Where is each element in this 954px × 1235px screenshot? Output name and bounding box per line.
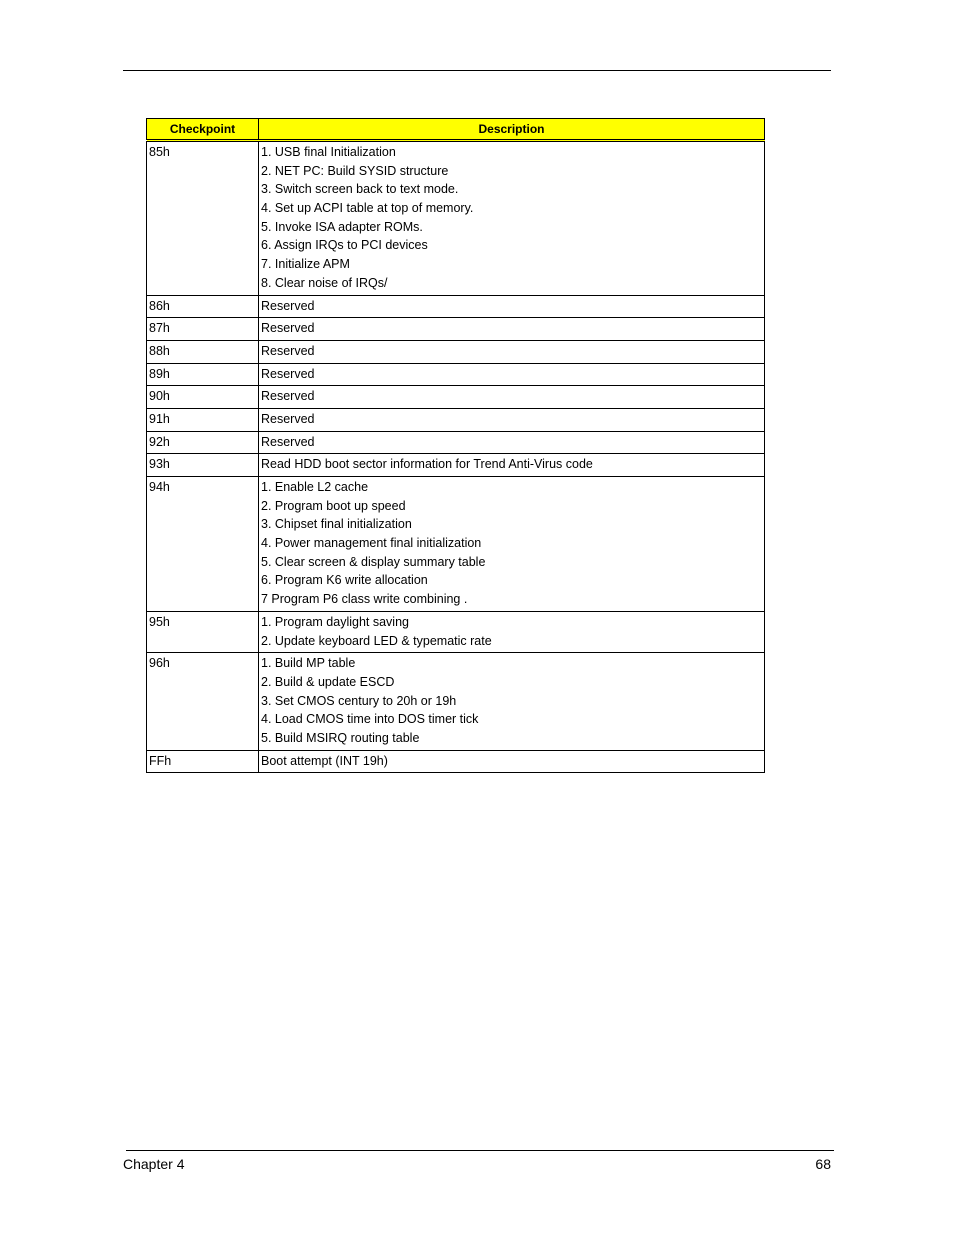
checkpoint-code-text: 91h [149, 411, 170, 426]
checkpoint-code [147, 408, 259, 431]
table-row [147, 750, 765, 773]
checkpoint-code [147, 454, 259, 477]
checkpoint-description [259, 408, 765, 431]
checkpoint-description [259, 477, 765, 612]
table-row [147, 408, 765, 431]
checkpoint-code [147, 386, 259, 409]
description-line: 5. Build MSIRQ routing table [261, 730, 420, 745]
checkpoint-table [146, 118, 765, 773]
checkpoint-code [147, 477, 259, 612]
checkpoint-code [147, 318, 259, 341]
description-line: Boot attempt (INT 19h) [261, 753, 388, 768]
checkpoint-code [147, 141, 259, 296]
checkpoint-code [147, 340, 259, 363]
checkpoint-code-text: 87h [149, 321, 170, 336]
description-line: Reserved [261, 434, 315, 449]
description-line: 1. Build MP table [261, 656, 356, 671]
table-row [147, 431, 765, 454]
checkpoint-code-text: 94h [149, 480, 170, 494]
checkpoint-description [259, 295, 765, 318]
top-rule [123, 70, 831, 71]
checkpoint-description [259, 363, 765, 386]
checkpoint-code-text: 96h [149, 656, 170, 671]
checkpoint-code-text: 93h [149, 457, 170, 472]
description-line: 4. Power management final initialization [261, 536, 482, 551]
checkpoint-description [259, 141, 765, 296]
checkpoint-description [259, 750, 765, 773]
table-row [147, 141, 765, 296]
header-checkpoint: Checkpoint [147, 119, 259, 141]
description-line: 3. Chipset final initialization [261, 517, 412, 532]
description-line: 4. Set up ACPI table at top of memory. [261, 201, 474, 216]
table-row [147, 454, 765, 477]
checkpoint-code-text: 92h [149, 434, 170, 449]
table-body [147, 141, 765, 773]
description-line: 1. USB final Initialization [261, 145, 396, 159]
description-line: 6. Program K6 write allocation [261, 573, 428, 588]
description-line: Reserved [261, 411, 315, 426]
description-line: Reserved [261, 343, 315, 358]
description-line: 6. Assign IRQs to PCI devices [261, 238, 428, 253]
table-row [147, 363, 765, 386]
description-line: Reserved [261, 321, 315, 336]
description-line: 1. Enable L2 cache [261, 480, 369, 494]
table-row [147, 653, 765, 750]
checkpoint-code-text: 95h [149, 614, 170, 629]
table-row [147, 295, 765, 318]
description-line: 2. NET PC: Build SYSID structure [261, 163, 449, 178]
description-line: 8. Clear noise of IRQs/ [261, 275, 388, 290]
checkpoint-code-text: 88h [149, 343, 170, 358]
checkpoint-code [147, 653, 259, 750]
checkpoint-code-text: 90h [149, 389, 170, 404]
checkpoint-code-text: 89h [149, 366, 170, 381]
description-line: 3. Set CMOS century to 20h or 19h [261, 693, 457, 708]
description-line: 5. Clear screen & display summary table [261, 554, 486, 569]
description-line: Read HDD boot sector information for Trend Anti-Virus code [261, 457, 593, 472]
checkpoint-description [259, 386, 765, 409]
checkpoint-description [259, 611, 765, 652]
checkpoint-code-text: 85h [149, 145, 170, 159]
description-line: 3. Switch screen back to text mode. [261, 182, 459, 197]
description-line: 2. Update keyboard LED & typematic rate [261, 633, 492, 648]
description-line: 2. Program boot up speed [261, 498, 406, 513]
description-line: 7. Initialize APM [261, 257, 350, 272]
checkpoint-code [147, 363, 259, 386]
footer-chapter: Chapter 4 [123, 1156, 185, 1172]
checkpoint-description [259, 454, 765, 477]
table-header-row [147, 119, 765, 141]
checkpoint-description [259, 340, 765, 363]
description-line: 5. Invoke ISA adapter ROMs. [261, 219, 423, 234]
checkpoint-code [147, 431, 259, 454]
header-description: Description [259, 119, 765, 141]
description-line: 7 Program P6 class write combining . [261, 592, 468, 607]
description-line: Reserved [261, 298, 315, 313]
table-row [147, 611, 765, 652]
checkpoint-code [147, 750, 259, 773]
checkpoint-code-text: FFh [149, 753, 172, 768]
table-row [147, 477, 765, 612]
checkpoint-description [259, 653, 765, 750]
description-line: Reserved [261, 366, 315, 381]
bottom-rule [126, 1150, 834, 1151]
table-row [147, 340, 765, 363]
checkpoint-code-text: 86h [149, 298, 170, 313]
checkpoint-description [259, 318, 765, 341]
description-line: Reserved [261, 389, 315, 404]
checkpoint-code [147, 611, 259, 652]
description-line: 4. Load CMOS time into DOS timer tick [261, 712, 479, 727]
table-row [147, 386, 765, 409]
description-line: 1. Program daylight saving [261, 614, 409, 629]
footer-page-number: 68 [815, 1156, 831, 1172]
table-row [147, 318, 765, 341]
checkpoint-description [259, 431, 765, 454]
checkpoint-code [147, 295, 259, 318]
description-line: 2. Build & update ESCD [261, 674, 395, 689]
